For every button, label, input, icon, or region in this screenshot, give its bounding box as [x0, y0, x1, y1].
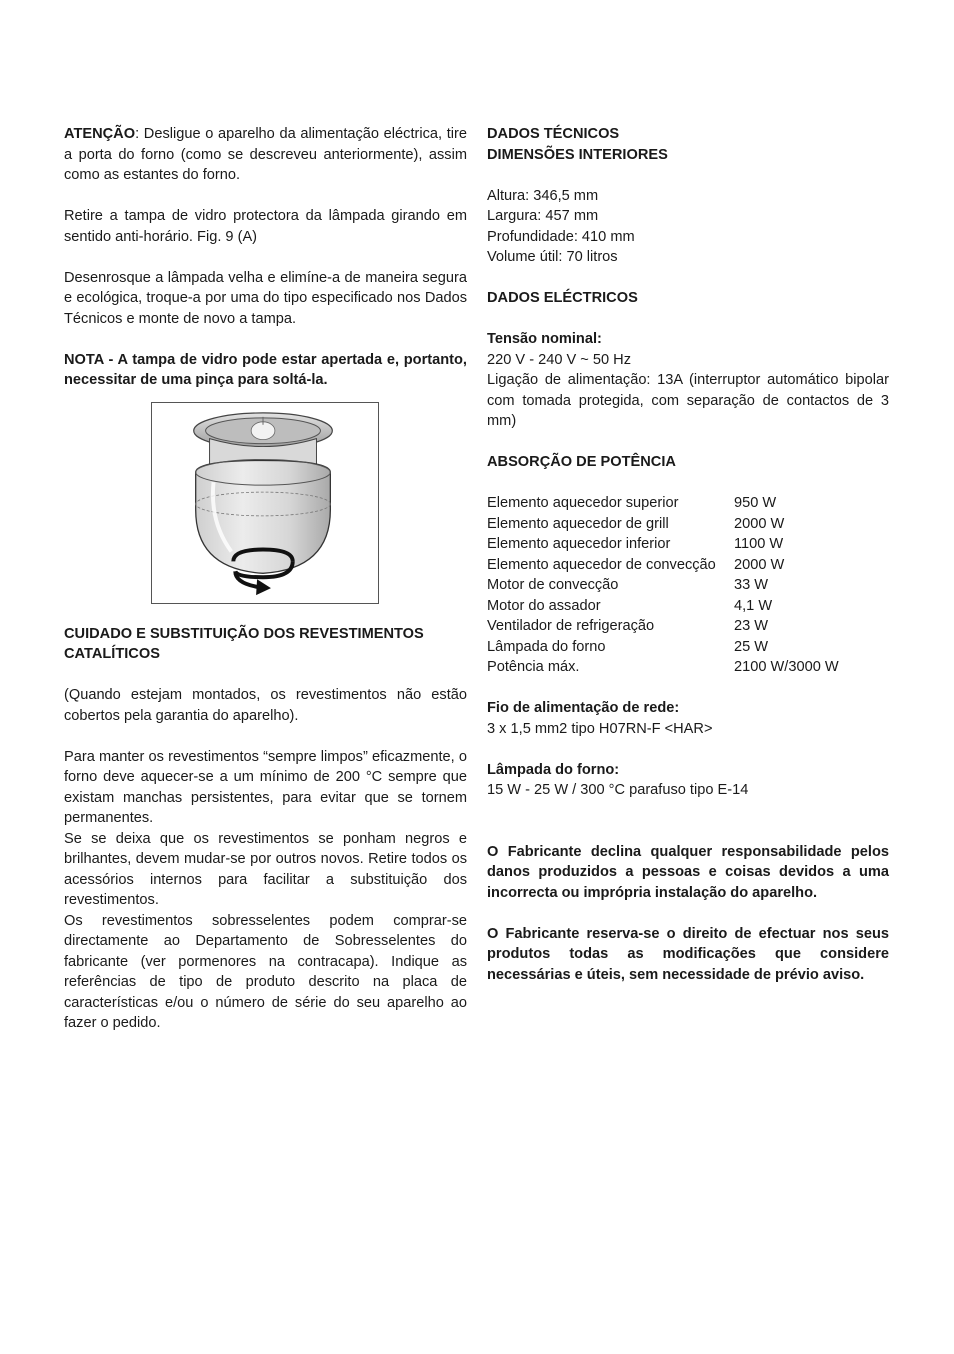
power-item-name: Elemento aquecedor superior: [487, 495, 679, 511]
tech-data-heading: DADOS TÉCNICOS: [487, 126, 620, 142]
table-row: [487, 534, 839, 555]
electrical-heading: DADOS ELÉCTRICOS: [487, 290, 638, 306]
replace-coating-paragraph: Se se deixa que os revestimentos se ponham negros e brilhantes, devem mudar-se por outros novos. Retire todos os acessórios internos para facilitar a substituição dos revestimentos.: [64, 830, 467, 908]
power-heading: ABSORÇÃO DE POTÊNCIA: [487, 454, 676, 470]
disclaimer-modifications: O Fabricante reserva-se o direito de efectuar nos seus produtos todas as modificações que considere necessárias e úteis, sem necessidade de prévio aviso.: [487, 925, 889, 983]
spare-parts-paragraph: Os revestimentos sobresselentes podem comprar-se directamente ao Departamento de Sobresselentes do fabricante (ver pormenores na contracapa). Indique as referências de tipo de produto descrito na placa de características e/ou o número de série do seu aparelho ao fazer o pedido.: [64, 912, 467, 1031]
left-column: [64, 124, 467, 1034]
cable-value: 3 x 1,5 mm2 tipo H07RN-F <HAR>: [487, 720, 713, 737]
lamp-value: 15 W - 25 W / 300 °C parafuso tipo E-14: [487, 782, 749, 798]
power-item-name: Elemento aquecedor de convecção: [487, 556, 716, 573]
dimension-volume: Volume útil: 70 litros: [487, 249, 618, 265]
dimension-height: Altura: 346,5 mm: [487, 187, 599, 204]
table-row: [487, 493, 839, 514]
attention-text: : Desligue o aparelho da alimentação eléctrica, tire a porta do forno (como se descreveu anteriormente), assim como as estantes do forno.: [64, 126, 467, 183]
power-item-name: Lâmpada do forno: [487, 638, 606, 655]
power-item-name: Motor de convecção: [487, 577, 619, 593]
lamp-cover-illustration: [152, 403, 378, 603]
replace-lamp-paragraph: Desenrosque a lâmpada velha e elimíne-a de maneira segura e ecológica, troque-a por uma do tipo especificado nos Dados Técnicos e monte de novo a tampa.: [64, 269, 467, 327]
interior-dimensions-heading: DIMENSÕES INTERIORES: [487, 146, 668, 163]
table-row: [487, 637, 839, 658]
lamp-label: Lâmpada do forno:: [487, 761, 620, 778]
table-row: [487, 596, 839, 617]
warranty-paragraph: (Quando estejam montados, os revestimentos não estão cobertos pela garantia do aparelho).: [64, 687, 467, 724]
table-row: [487, 575, 839, 596]
attention-label: ATENÇÃO: [64, 126, 136, 142]
power-item-value: 25 W: [734, 638, 769, 655]
table-row: [487, 555, 839, 576]
power-item-value: 1100 W: [734, 536, 784, 552]
clean-paragraph: Para manter os revestimentos “sempre limpos” eficazmente, o forno deve aquecer-se a um mínimo de 200 °C sempre que existam manchas persistentes, para evitar que se tornem permanentes.: [64, 748, 467, 826]
attention-paragraph: [64, 124, 467, 186]
cable-label: Fio de alimentação de rede:: [487, 700, 680, 716]
connection-text: Ligação de alimentação: 13A (interruptor automático bipolar com tomada protegida, com separação de contactos de 3 mm): [487, 372, 889, 429]
power-item-name: Potência máx.: [487, 659, 580, 675]
power-item-name: Elemento aquecedor inferior: [487, 536, 671, 552]
voltage-label: Tensão nominal:: [487, 331, 602, 347]
power-item-value: 4,1 W: [734, 597, 773, 614]
right-column: [487, 124, 889, 985]
power-item-value: 950 W: [734, 495, 777, 511]
power-item-name: Elemento aquecedor de grill: [487, 515, 669, 532]
power-item-name: Ventilador de refrigeração: [487, 618, 655, 634]
power-item-value: 23 W: [734, 618, 769, 634]
power-item-name: Motor do assador: [487, 597, 601, 614]
catalytic-heading: CUIDADO E SUBSTITUIÇÃO DOS REVESTIMENTOS CATALÍTICOS: [64, 625, 424, 662]
lamp-cover-figure: [151, 402, 379, 604]
power-item-value: 2000 W: [734, 556, 785, 573]
power-item-value: 2000 W: [734, 515, 785, 532]
dimension-width: Largura: 457 mm: [487, 208, 599, 224]
power-item-value: 2100 W/3000 W: [734, 659, 839, 675]
power-table: [487, 493, 839, 678]
disclaimer-liability: O Fabricante declina qualquer responsabilidade pelos danos produzidos a pessoas e coisas devidos a uma incorrecta ou imprópria instalação do aparelho.: [487, 843, 889, 901]
remove-cover-paragraph: Retire a tampa de vidro protectora da lâmpada girando em sentido anti-horário. Fig. 9 (A): [64, 208, 467, 245]
table-row: [487, 657, 839, 678]
dimension-depth: Profundidade: 410 mm: [487, 228, 635, 245]
note-paragraph: NOTA - A tampa de vidro pode estar apertada e, portanto, necessitar de uma pinça para soltá-la.: [64, 351, 467, 388]
table-row: [487, 514, 839, 535]
power-item-value: 33 W: [734, 577, 769, 593]
table-row: [487, 616, 839, 637]
voltage-value: 220 V - 240 V ~ 50 Hz: [487, 351, 631, 368]
